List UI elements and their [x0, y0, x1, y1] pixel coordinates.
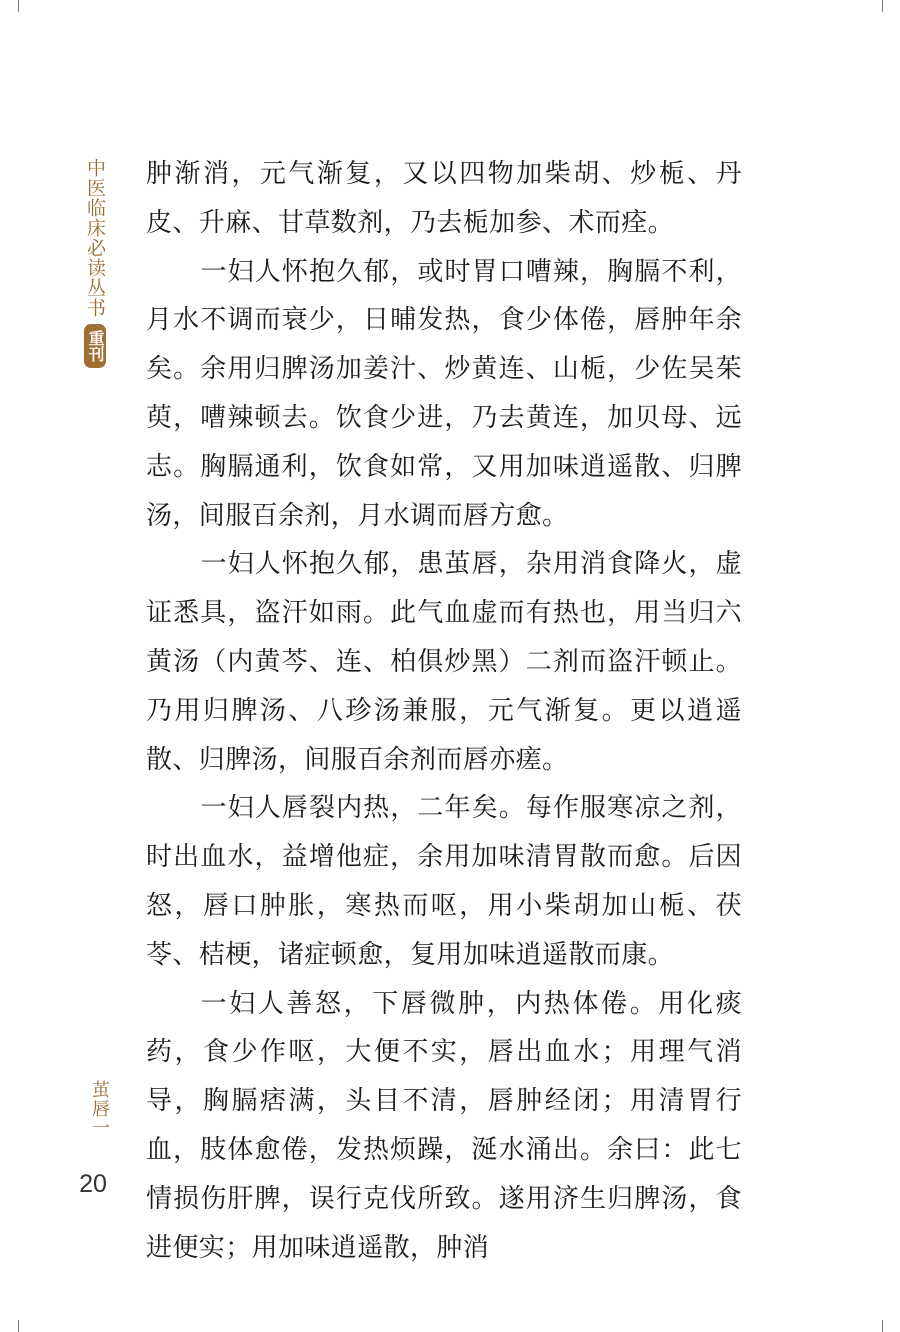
- page-number: 20: [79, 1170, 107, 1198]
- crop-mark-top-right: [882, 0, 883, 12]
- chapter-marker: 茧唇一: [89, 1080, 110, 1137]
- paragraph: 一妇人怀抱久郁，患茧唇，杂用消食降火，虚证悉具，盗汗如雨。此气血虚而有热也，用当归六黄汤（内黄芩、连、柏俱炒黑）二剂而盗汗顿止。乃用归脾汤、八珍汤兼服，元气渐复。更以逍遥散、归脾汤，间服百余剂而唇亦瘥。: [146, 549, 742, 775]
- paragraph: 一妇人善怒，下唇微肿，内热体倦。用化痰药，食少作呕，大便不实，唇出血水；用理气消导，胸膈痞满，头目不清，唇肿经闭；用清胃行血，肢体愈倦，发热烦躁，涎水涌出。余曰：此七情损伤肝脾，误行克伐所致。遂用济生归脾汤，食进便实；用加味逍遥散，肿消: [146, 988, 742, 1263]
- series-title: 中医临床必读丛书: [84, 158, 106, 318]
- body-text: [146, 150, 742, 1272]
- crop-mark-top-left: [18, 0, 19, 12]
- series-title-sidebar: [83, 158, 107, 368]
- crop-mark-bottom-right: [882, 1320, 883, 1332]
- crop-mark-bottom-left: [18, 1320, 19, 1332]
- paragraph: 一妇人怀抱久郁，或时胃口嘈辣，胸膈不利，月水不调而衰少，日晡发热，食少体倦，唇肿年余矣。余用归脾汤加姜汁、炒黄连、山栀，少佐吴茱萸，嘈辣顿去。饮食少进，乃去黄连，加贝母、远志。胸膈通利，饮食如常，又用加味逍遥散、归脾汤，间服百余剂，月水调而唇方愈。: [146, 256, 742, 531]
- paragraph: 一妇人唇裂内热，二年矣。每作服寒凉之剂，时出血水，益增他症，余用加味清胃散而愈。后因怒，唇口肿胀，寒热而呕，用小柴胡加山栀、茯苓、桔梗，诸症顿愈，复用加味逍遥散而康。: [146, 793, 742, 970]
- series-badge: 重刊: [84, 324, 106, 368]
- paragraph-continuation: 肿渐消，元气渐复，又以四物加柴胡、炒栀、丹皮、升麻、甘草数剂，乃去栀加参、术而痊。: [146, 159, 742, 238]
